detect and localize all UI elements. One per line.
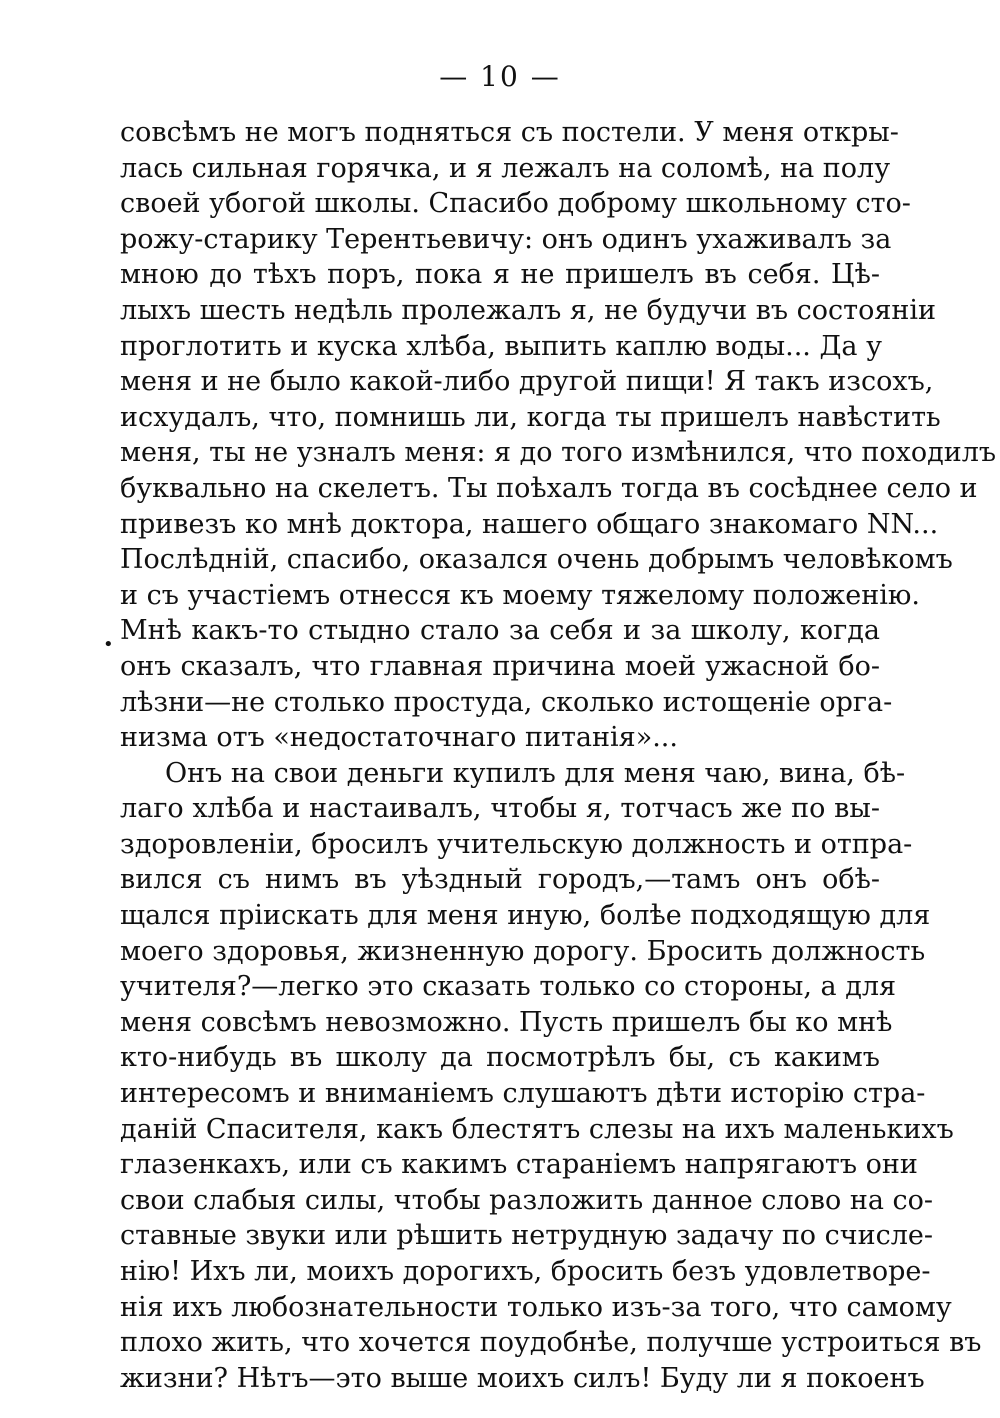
text-line: исхудалъ, что, помнишь ли, когда ты пришелъ навѣстить (120, 401, 941, 433)
text-block (120, 115, 997, 1396)
text-line: своей убогой школы. Спасибо доброму школьному сто- (120, 188, 911, 220)
paragraph-1 (120, 115, 997, 756)
text-line: онъ сказалъ, что главная причина моей ужасной бо- (120, 650, 880, 682)
text-line: лаго хлѣба и настаивалъ, чтобы я, тотчасъ же по вы- (120, 793, 880, 825)
text-line: даній Спасителя, какъ блестятъ слезы на ихъ маленькихъ (120, 1113, 954, 1145)
text-line: лыхъ шесть недѣль пролежалъ я, не будучи въ состояніи (120, 294, 937, 326)
text-line: моего здоровья, жизненную дорогу. Бросить должность (120, 935, 926, 967)
text-line: лась сильная горячка, и я лежалъ на соломѣ, на полу (120, 152, 891, 184)
text-line: лѣзни—не столько простуда, сколько истощеніе орга- (120, 686, 893, 718)
text-line: меня, ты не узналъ меня: я до того измѣнился, что походилъ (120, 437, 997, 469)
text-line: проглотить и куска хлѣба, выпить каплю воды... Да у (120, 330, 882, 362)
text-line: мною до тѣхъ поръ, пока я не пришелъ въ себя. Цѣ- (120, 259, 880, 291)
text-line: плохо жить, что хочется поудобнѣе, получше устроиться въ (120, 1327, 982, 1359)
page-number: — 10 — (439, 60, 561, 93)
text-line: низма отъ «недостаточнаго питанія»... (120, 722, 678, 754)
text-line: привезъ ко мнѣ доктора, нашего общаго знакомаго NN... (120, 508, 939, 540)
text-line: интересомъ и вниманіемъ слушаютъ дѣти исторію стра- (120, 1078, 926, 1110)
text-line: Онъ на свои деньги купилъ для меня чаю, вина, бѣ- (165, 757, 906, 789)
text-line: рожу-старику Терентьевичу: онъ одинъ ухаживалъ за (120, 223, 892, 255)
paragraph-2 (120, 756, 982, 1397)
text-line: свои слабыя силы, чтобы разложить данное слово на со- (120, 1184, 934, 1216)
text-line: вился съ нимъ въ уѣздный городъ,—тамъ онъ обѣ- (120, 864, 880, 896)
text-line: буквально на скелетъ. Ты поѣхалъ тогда въ сосѣднее село и (120, 472, 978, 504)
text-line: Мнѣ какъ-то стыдно стало за себя и за школу, когда (120, 615, 880, 647)
margin-mark: • (103, 634, 114, 655)
text-line: щался пріискать для меня иную, болѣе подходящую для (120, 900, 931, 932)
text-line: учителя?—легко это сказать только со стороны, а для (120, 971, 897, 1003)
text-line: Послѣдній, спасибо, оказался очень добрымъ человѣкомъ (120, 544, 953, 576)
text-line: ставные звуки или рѣшить нетрудную задачу по счисле- (120, 1220, 933, 1252)
text-line: меня и не было какой-либо другой пищи! Я такъ изсохъ, (120, 366, 934, 398)
text-line: совсѣмъ не могъ подняться съ постели. У меня откры- (120, 117, 899, 148)
text-line: нія ихъ любознательности только изъ-за того, что самому (120, 1291, 952, 1323)
text-line: глазенкахъ, или съ какимъ стараніемъ напрягаютъ они (120, 1149, 918, 1181)
text-line: нію! Ихъ ли, моихъ дорогихъ, бросить безъ удовлетворе- (120, 1256, 931, 1287)
text-line: кто-нибудь въ школу да посмотрѣлъ бы, съ какимъ (120, 1042, 880, 1074)
text-line: здоровленіи, бросилъ учительскую должность и отпра- (120, 828, 913, 860)
text-line: меня совсѣмъ невозможно. Пусть пришелъ бы ко мнѣ (120, 1006, 893, 1038)
text-line: и съ участіемъ отнесся къ моему тяжелому положенію. (120, 579, 920, 611)
text-line: жизни? Нѣтъ—это выше моихъ силъ! Буду ли я покоенъ (120, 1362, 925, 1394)
